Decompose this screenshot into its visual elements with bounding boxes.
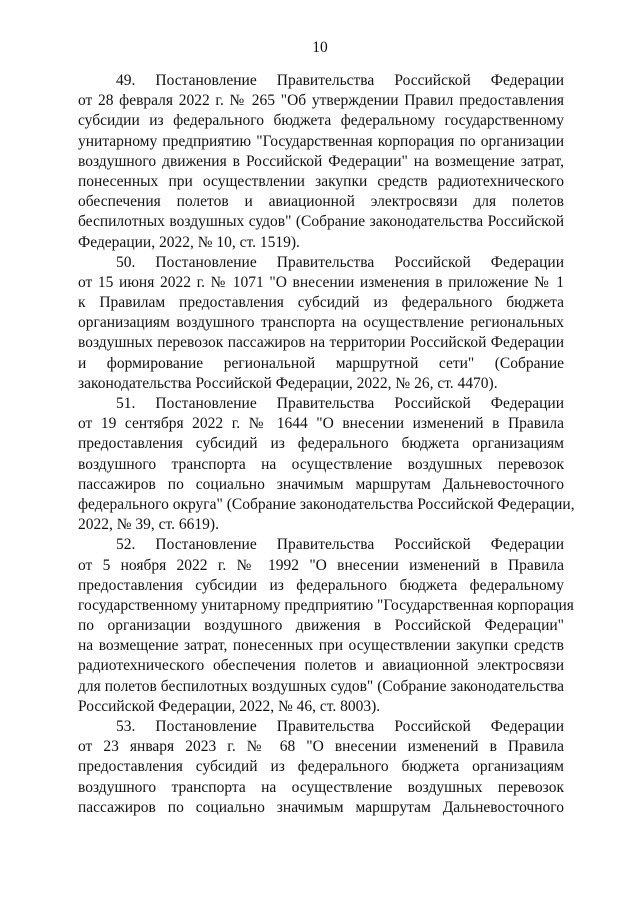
paragraph-52 bbox=[78, 535, 574, 717]
text-line: воздушных перевозок пассажиров на территории Российской Федерации bbox=[78, 334, 564, 352]
page-number: 10 bbox=[312, 39, 328, 56]
text-line: от 5 ноября 2022 г. № 1992 "О внесении изменений в Правила bbox=[78, 556, 564, 574]
text-line: государственному унитарному предприятию "Государственная корпорация bbox=[78, 596, 574, 614]
text-line: 2022, № 39, ст. 6619). bbox=[78, 516, 219, 534]
text-line: для полетов беспилотных воздушных судов" (Собрание законодательства bbox=[78, 677, 564, 695]
text-line: унитарному предприятию "Государственная корпорация по организации bbox=[78, 132, 564, 150]
text-line: воздушного транспорта на осуществление воздушных перевозок bbox=[78, 778, 564, 796]
text-line: от 23 января 2023 г. № 68 "О внесении изменений в Правила bbox=[78, 738, 564, 756]
text-line: предоставления субсидии из федерального бюджета федеральному bbox=[78, 576, 564, 594]
text-line: предоставления субсидий из федерального бюджета организациям bbox=[78, 435, 564, 453]
paragraph-53 bbox=[78, 717, 564, 818]
text-line: Федерации, 2022, № 10, ст. 1519). bbox=[78, 233, 300, 251]
text-line: воздушного транспорта на осуществление воздушных перевозок bbox=[78, 455, 564, 473]
text-line: Российской Федерации, 2022, № 46, ст. 8003). bbox=[78, 697, 381, 715]
paragraph-49 bbox=[78, 71, 564, 253]
text-line: 49. Постановление Правительства Российской Федерации bbox=[116, 72, 564, 89]
text-line: обеспечения полетов и авиационной электросвязи для полетов bbox=[78, 193, 564, 211]
text-line: к Правилам предоставления субсидий из федерального бюджета bbox=[78, 294, 564, 312]
text-line: пассажиров по социально значимым маршрутам Дальневосточного bbox=[78, 475, 564, 493]
document-body bbox=[78, 71, 575, 818]
text-line: по организации воздушного движения в Российской Федерации" bbox=[78, 617, 564, 635]
text-line: пассажиров по социально значимым маршрутам Дальневосточного bbox=[78, 798, 564, 816]
text-line: предоставления субсидий из федерального бюджета организациям bbox=[78, 758, 564, 776]
text-line: законодательства Российской Федерации, 2022, № 26, ст. 4470). bbox=[78, 374, 498, 392]
text-line: от 19 сентября 2022 г. № 1644 "О внесении изменений в Правила bbox=[78, 415, 564, 433]
text-line: 52. Постановление Правительства Российской Федерации bbox=[116, 536, 564, 554]
text-line: на возмещение затрат, понесенных при осуществлении закупки средств bbox=[78, 637, 564, 655]
text-line: федерального округа" (Собрание законодательства Российской Федерации, bbox=[78, 495, 575, 513]
text-line: от 28 февраля 2022 г. № 265 "Об утверждении Правил предоставления bbox=[78, 92, 564, 110]
text-line: 51. Постановление Правительства Российской Федерации bbox=[116, 395, 564, 412]
text-line: и формирование региональной маршрутной сети" (Собрание bbox=[78, 354, 564, 372]
text-line: 50. Постановление Правительства Российской Федерации bbox=[116, 253, 564, 271]
text-line: радиотехнического обеспечения полетов и авиационной электросвязи bbox=[78, 657, 564, 675]
text-line: организациям воздушного транспорта на осуществление региональных bbox=[78, 314, 564, 332]
text-line: воздушного движения в Российской Федерации" на возмещение затрат, bbox=[78, 152, 564, 170]
text-line: от 15 июня 2022 г. № 1071 "О внесении изменения в приложение № 1 bbox=[78, 273, 564, 291]
text-line: субсидии из федерального бюджета федеральному государственному bbox=[78, 112, 564, 130]
paragraph-51 bbox=[78, 394, 575, 535]
text-line: беспилотных воздушных судов" (Собрание законодательства Российской bbox=[78, 213, 564, 231]
paragraph-50 bbox=[78, 253, 564, 394]
text-line: понесенных при осуществлении закупки средств радиотехнического bbox=[78, 172, 564, 190]
text-line: 53. Постановление Правительства Российской Федерации bbox=[116, 718, 564, 735]
